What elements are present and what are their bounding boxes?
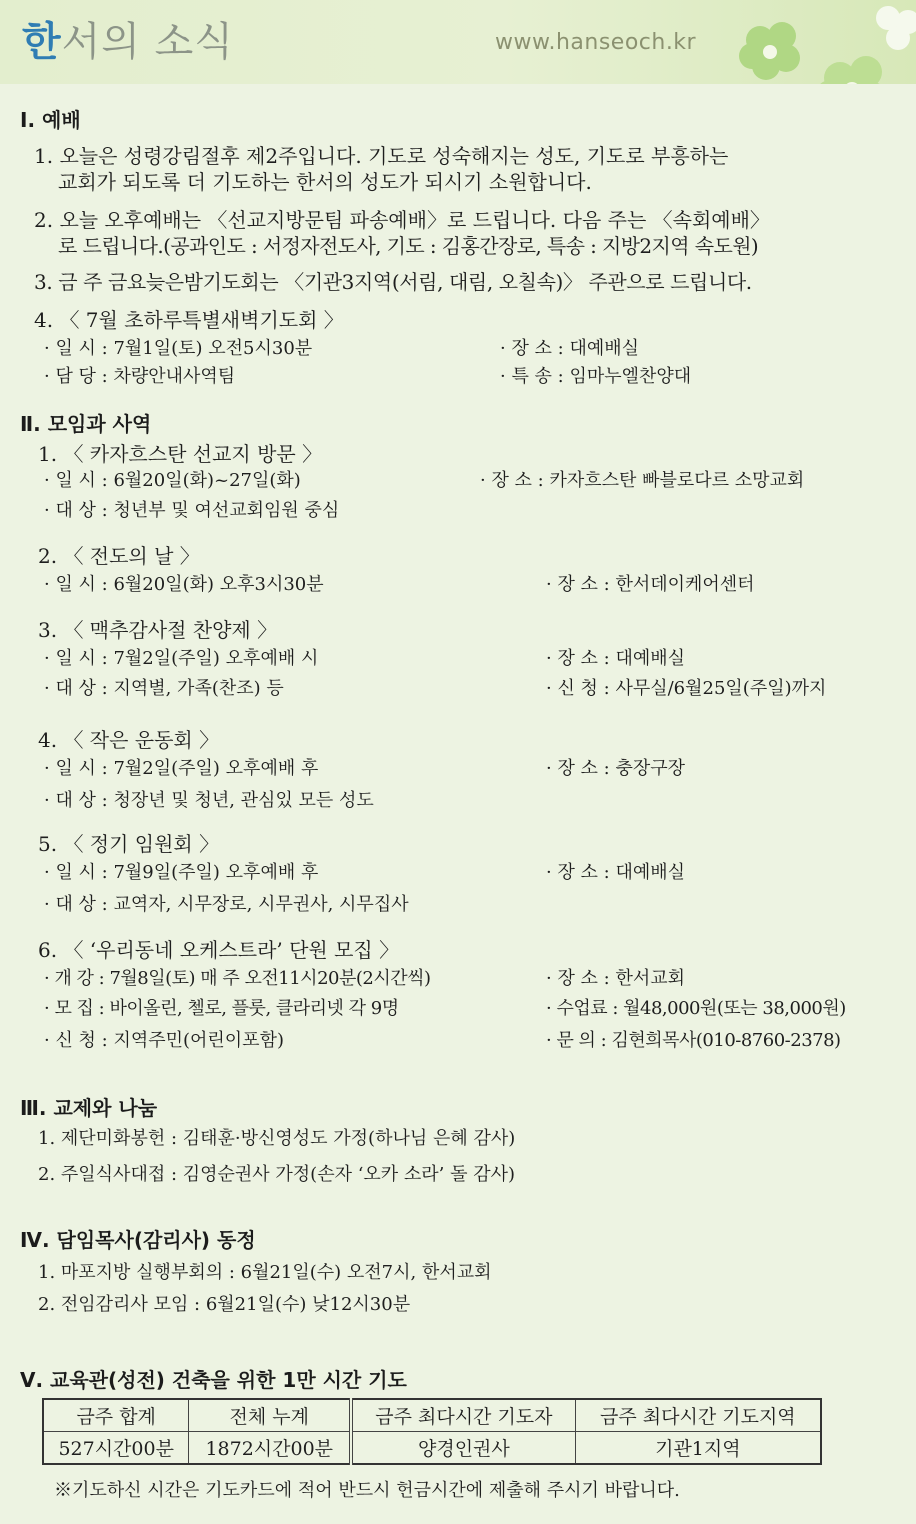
worship-item-4-special: · 특 송 : 임마누엘찬양대 (500, 366, 692, 387)
logo-title-rest: 서의 소식 (61, 19, 234, 65)
website-url[interactable]: www.hanseoch.kr (495, 30, 697, 55)
event-4-title: 4. 〈 작은 운동회 〉 (38, 728, 220, 752)
event-6-contact: · 문 의 : 김현희목사(010-8760-2378) (546, 1030, 841, 1051)
event-1-place: · 장 소 : 카자흐스탄 빠블로다르 소망교회 (480, 470, 805, 491)
flower-decoration-icon (720, 0, 916, 84)
event-1-title: 1. 〈 카자흐스탄 선교지 방문 〉 (38, 442, 323, 466)
section-heading-worship: Ⅰ. 예배 (20, 108, 81, 132)
event-4-place: · 장 소 : 충장구장 (546, 758, 686, 779)
worship-item-4-charge: · 담 당 : 차량안내사역팀 (44, 366, 236, 387)
newsletter-body (0, 84, 916, 1524)
event-5-date: · 일 시 : 7월9일(주일) 오후예배 후 (44, 862, 319, 883)
table-row (43, 1432, 821, 1465)
event-6-recruit: · 모 집 : 바이올린, 첼로, 플룻, 클라리넷 각 9명 (44, 998, 399, 1019)
event-3-place: · 장 소 : 대예배실 (546, 648, 686, 669)
worship-item-4-place: · 장 소 : 대예배실 (500, 338, 640, 359)
worship-item-2-line-1: 2. 오늘 오후예배는 〈선교지방문팀 파송예배〉로 드립니다. 다음 주는 〈속회예배〉 (34, 208, 770, 232)
section-heading-prayer: Ⅴ. 교육관(성전) 건축을 위한 1만 시간 기도 (20, 1368, 407, 1392)
value-top-region: 기관1지역 (575, 1432, 821, 1465)
event-2-place: · 장 소 : 한서데이케어센터 (546, 574, 755, 595)
event-5-place: · 장 소 : 대예배실 (546, 862, 686, 883)
newsletter-header (0, 0, 916, 84)
event-4-date: · 일 시 : 7월2일(주일) 오후예배 후 (44, 758, 319, 779)
fellowship-item-2: 2. 주일식사대접 : 김영순권사 가정(손자 ‘오카 소라’ 돌 감사) (38, 1164, 516, 1185)
event-6-apply: · 신 청 : 지역주민(어린이포함) (44, 1030, 284, 1051)
event-1-target: · 대 상 : 청년부 및 여선교회임원 중심 (44, 500, 340, 521)
logo-accent-char: 한 (22, 19, 62, 65)
value-weekly-total: 527시간00분 (43, 1432, 189, 1465)
worship-item-4-date: · 일 시 : 7월1일(토) 오전5시30분 (44, 338, 313, 359)
event-6-title: 6. 〈 ‘우리동네 오케스트라’ 단원 모집 〉 (38, 938, 400, 962)
worship-item-2-line-2: 로 드립니다.(공과인도 : 서정자전도사, 기도 : 김홍간장로, 특송 : 지방2지역 속도원) (58, 234, 759, 258)
event-3-apply: · 신 청 : 사무실/6월25일(주일)까지 (546, 678, 827, 699)
pastor-item-1: 1. 마포지방 실행부회의 : 6월21일(수) 오전7시, 한서교회 (38, 1262, 492, 1283)
event-1-date: · 일 시 : 6월20일(화)~27일(화) (44, 470, 301, 491)
table-header-row (43, 1399, 821, 1432)
section-heading-pastor: Ⅳ. 담임목사(감리사) 동정 (20, 1228, 256, 1252)
value-top-prayer: 양경인권사 (351, 1432, 575, 1465)
header-cumulative-total: 전체 누계 (189, 1399, 351, 1432)
event-5-title: 5. 〈 정기 임원회 〉 (38, 832, 220, 856)
event-3-date: · 일 시 : 7월2일(주일) 오후예배 시 (44, 648, 319, 669)
worship-item-3: 3. 금 주 금요늦은밤기도회는 〈기관3지역(서림, 대림, 오칠속)〉 주관으로 드립니다. (34, 270, 752, 294)
event-2-date: · 일 시 : 6월20일(화) 오후3시30분 (44, 574, 324, 595)
event-6-place: · 장 소 : 한서교회 (546, 968, 686, 989)
section-heading-fellowship: Ⅲ. 교제와 나눔 (20, 1096, 158, 1120)
pastor-item-2: 2. 전임감리사 모임 : 6월21일(수) 낮12시30분 (38, 1294, 411, 1315)
worship-item-4-title: 4. 〈 7월 초하루특별새벽기도회 〉 (34, 308, 344, 332)
header-top-region: 금주 최다시간 기도지역 (575, 1399, 821, 1432)
worship-item-1-line-1: 1. 오늘은 성령강림절후 제2주입니다. 기도로 성숙해지는 성도, 기도로 부흥하는 (34, 144, 729, 168)
worship-item-1-line-2: 교회가 되도록 더 기도하는 한서의 성도가 되시기 소원합니다. (58, 170, 592, 194)
event-3-target: · 대 상 : 지역별, 가족(찬조) 등 (44, 678, 284, 699)
event-2-title: 2. 〈 전도의 날 〉 (38, 544, 200, 568)
event-3-title: 3. 〈 맥추감사절 찬양제 〉 (38, 618, 278, 642)
header-top-prayer: 금주 최다시간 기도자 (351, 1399, 575, 1432)
event-6-start: · 개 강 : 7월8일(토) 매 주 오전11시20분(2시간씩) (44, 968, 431, 989)
header-weekly-total: 금주 합계 (43, 1399, 189, 1432)
prayer-hours-table (42, 1398, 822, 1465)
newsletter-logo (22, 10, 234, 67)
section-heading-meetings: Ⅱ. 모임과 사역 (20, 412, 152, 436)
prayer-note: ※기도하신 시간은 기도카드에 적어 반드시 헌금시간에 제출해 주시기 바랍니다. (54, 1480, 680, 1501)
event-6-fee: · 수업료 : 월48,000원(또는 38,000원) (546, 998, 846, 1019)
fellowship-item-1: 1. 제단미화봉헌 : 김태훈·방신영성도 가정(하나님 은혜 감사) (38, 1128, 516, 1149)
event-4-target: · 대 상 : 청장년 및 청년, 관심있 모든 성도 (44, 790, 374, 811)
event-5-target: · 대 상 : 교역자, 시무장로, 시무권사, 시무집사 (44, 894, 409, 915)
value-cumulative-total: 1872시간00분 (189, 1432, 351, 1465)
